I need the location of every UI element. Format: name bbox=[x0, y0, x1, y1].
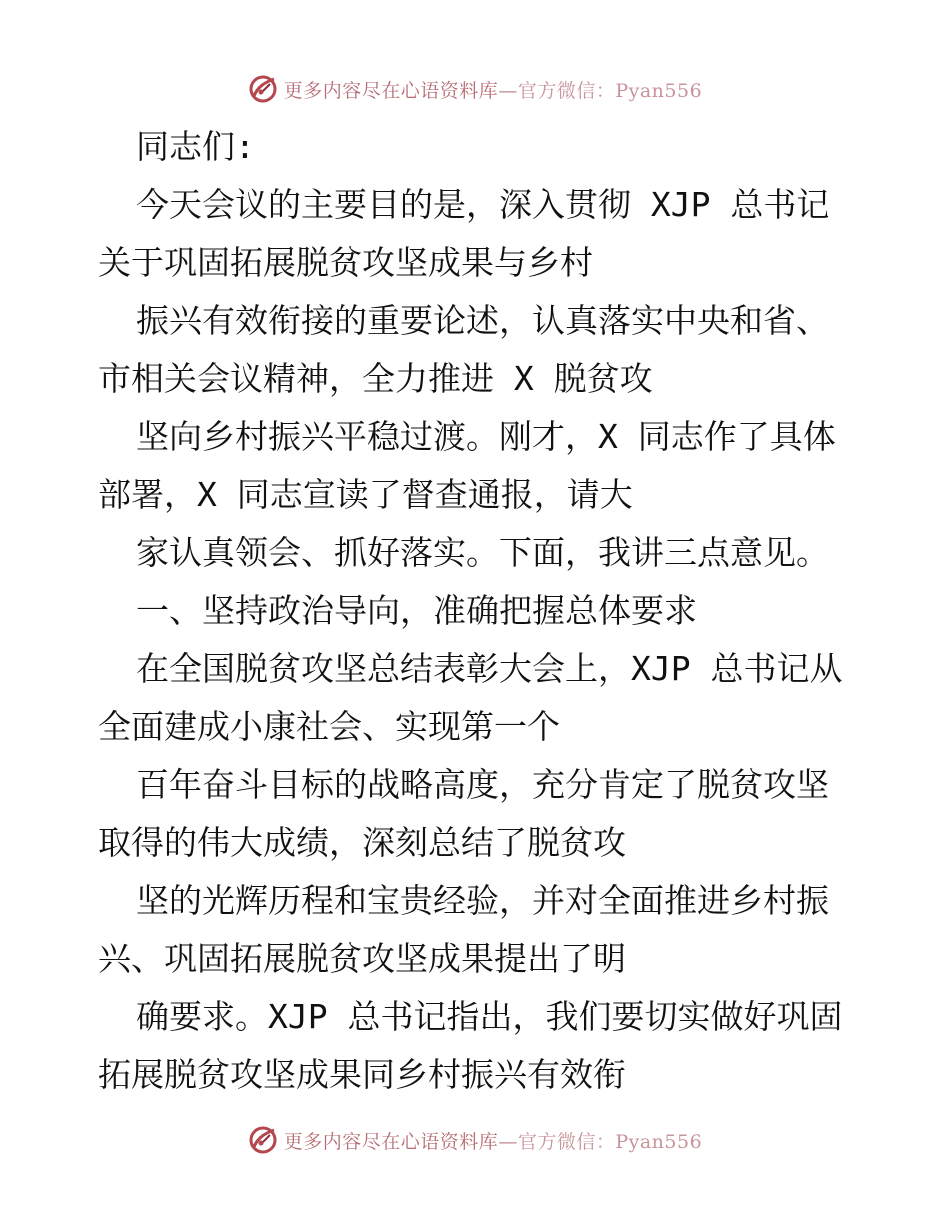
paragraph-line: 取得的伟大成绩，深刻总结了脱贫攻 bbox=[98, 823, 626, 862]
salutation: 同志们: bbox=[136, 127, 255, 166]
paragraph-line: 兴、巩固拓展脱贫攻坚成果提出了明 bbox=[98, 939, 626, 978]
paragraph-line: 振兴有效衔接的重要论述，认真落实中央和省、 bbox=[136, 301, 829, 340]
paragraph-line: 坚向乡村振兴平稳过渡。刚才，X 同志作了具体 bbox=[136, 417, 836, 456]
paragraph-line: 今天会议的主要目的是，深入贯彻 XJP 总书记 bbox=[136, 185, 830, 224]
paragraph-line: 市相关会议精神，全力推进 X 脱贫攻 bbox=[98, 359, 653, 398]
paragraph-line: 确要求。XJP 总书记指出，我们要切实做好巩固 bbox=[136, 997, 843, 1036]
paragraph-line: 坚的光辉历程和宝贵经验，并对全面推进乡村振 bbox=[136, 881, 829, 920]
header-banner bbox=[0, 72, 950, 106]
pen-swirl-logo-icon bbox=[248, 74, 278, 104]
pen-swirl-logo-icon bbox=[248, 1125, 278, 1155]
footer-banner bbox=[0, 1123, 950, 1157]
paragraph-line: 拓展脱贫攻坚成果同乡村振兴有效衔 bbox=[98, 1055, 626, 1094]
section-heading: 一、坚持政治导向，准确把握总体要求 bbox=[136, 591, 697, 630]
paragraph-line: 百年奋斗目标的战略高度，充分肯定了脱贫攻坚 bbox=[136, 765, 829, 804]
banner-text: 更多内容尽在心语资料库—官方微信：Pyan556 bbox=[283, 1130, 703, 1153]
paragraph-line: 家认真领会、抓好落实。下面，我讲三点意见。 bbox=[136, 533, 829, 572]
paragraph-line: 在全国脱贫攻坚总结表彰大会上，XJP 总书记从 bbox=[136, 649, 843, 688]
paragraph-line: 关于巩固拓展脱贫攻坚成果与乡村 bbox=[98, 243, 593, 282]
paragraph-line: 部署，X 同志宣读了督查通报，请大 bbox=[98, 475, 633, 514]
banner-text: 更多内容尽在心语资料库—官方微信：Pyan556 bbox=[283, 79, 703, 102]
paragraph-line: 全面建成小康社会、实现第一个 bbox=[98, 707, 560, 746]
